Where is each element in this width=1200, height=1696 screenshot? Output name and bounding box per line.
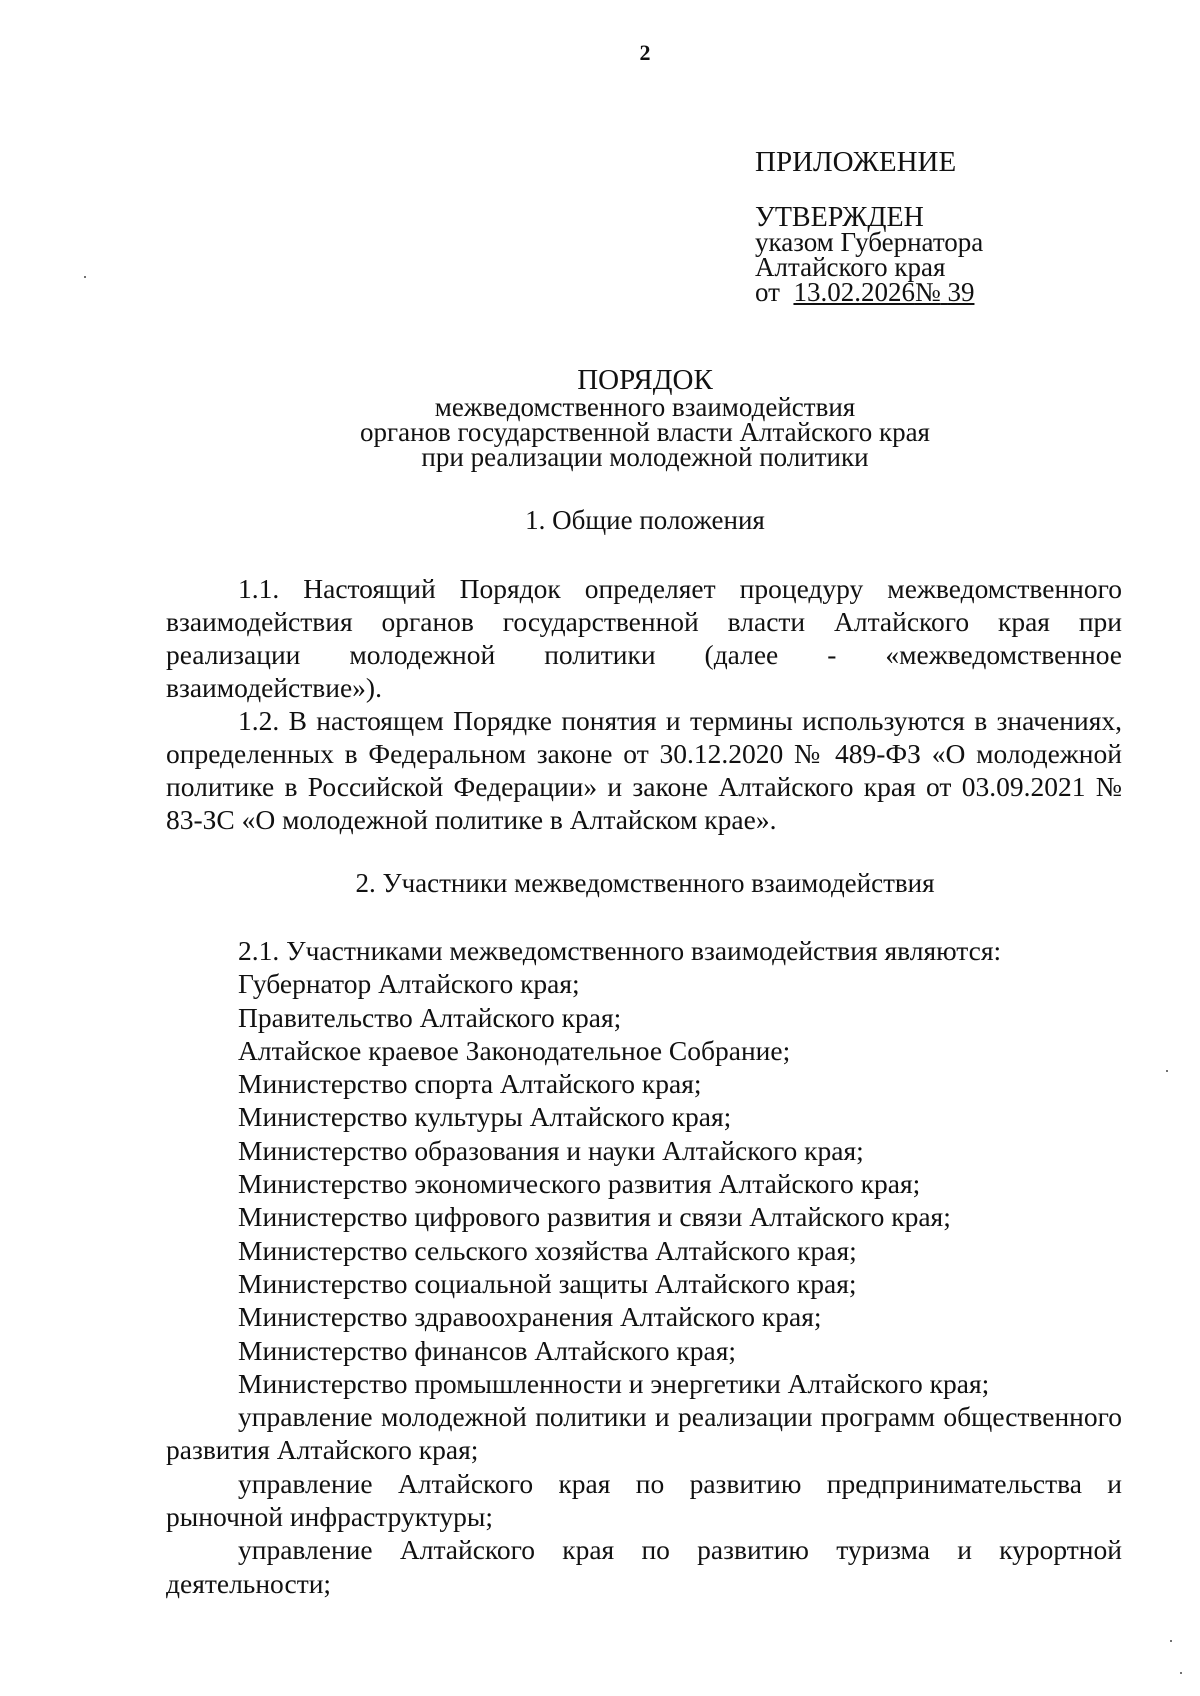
approval-stamp-block (755, 146, 984, 307)
list-item: Министерство экономического развития Алтайского края; (238, 1168, 921, 1200)
list-item: Министерство финансов Алтайского края; (238, 1334, 737, 1366)
list-item: Министерство цифрового развития и связи Алтайского края; (238, 1201, 951, 1233)
document-subtitle-line-1: межведомственного взаимодействия (434, 392, 856, 422)
list-item: Министерство спорта Алтайского края; (238, 1068, 702, 1100)
page-number: 2 (639, 40, 651, 65)
list-item: управление Алтайского края по развитию предпринимательства и рыночной инфраструктуры; (166, 1467, 1122, 1533)
appendix-label: ПРИЛОЖЕНИЕ (755, 146, 957, 178)
list-item: Министерство образования и науки Алтайского края; (238, 1134, 864, 1166)
list-item: Министерство сельского хозяйства Алтайского края; (238, 1234, 857, 1266)
section-1-body (166, 572, 1122, 836)
date-prefix: от (755, 277, 780, 307)
document-title-block (300, 365, 990, 470)
document-subtitle-line-3: при реализации молодежной политики (421, 442, 869, 472)
participants-intro: 2.1. Участниками межведомственного взаимодействия являются: (238, 935, 1002, 966)
list-item: управление молодежной политики и реализации программ общественного развития Алтайского края; (166, 1401, 1122, 1466)
list-item: Министерство промышленности и энергетики Алтайского края; (238, 1367, 990, 1399)
approved-region-line: Алтайского края (755, 252, 946, 282)
paragraph-1-2: 1.2. В настоящем Порядке понятия и термины используются в значениях, определенных в Федеральном законе от 30.12.2020 № 489-ФЗ «О молодежной политике в Российской Федерации» и законе Алтайского края от 03.09.2021 № 83-ЗС «О молодежной политике в Алтайском крае». (166, 705, 1122, 835)
list-item: Правительство Алтайского края; (238, 1001, 622, 1033)
document-subtitle-line-2: органов государственной власти Алтайского края (360, 417, 930, 447)
document-title: ПОРЯДОК (577, 364, 713, 396)
list-item: Министерство социальной защиты Алтайского края; (238, 1267, 857, 1299)
list-item: Губернатор Алтайского края; (238, 968, 580, 1000)
list-item: Министерство культуры Алтайского края; (238, 1101, 732, 1133)
section-1-heading: 1. Общие положения (525, 505, 765, 535)
paragraph-1-1: 1.1. Настоящий Порядок определяет процедуру межведомственного взаимодействия органов государственной власти Алтайского края при реализации молодежной политики (далее - «межведомственное взаимодействие»). (166, 573, 1122, 703)
approval-number: 39 (947, 277, 975, 307)
list-item: Министерство здравоохранения Алтайского края; (238, 1301, 822, 1333)
scan-speck (84, 276, 86, 278)
list-item: Алтайское краевое Законодательное Собрание; (238, 1034, 791, 1066)
approved-by-line: указом Губернатора (755, 227, 984, 257)
approved-label: УТВЕРЖДЕН (755, 202, 924, 233)
scan-speck (1180, 1672, 1182, 1674)
list-item: управление Алтайского края по развитию туризма и курортной деятельности; (166, 1534, 1122, 1599)
number-prefix: № (914, 277, 941, 307)
approval-date: 13.02.2026 (793, 277, 915, 307)
scan-speck (1166, 1070, 1168, 1072)
section-2-heading: 2. Участники межведомственного взаимодействия (355, 868, 935, 898)
approval-date-row (755, 277, 983, 307)
scan-speck (1170, 1640, 1172, 1642)
participants-list (166, 934, 1122, 1600)
